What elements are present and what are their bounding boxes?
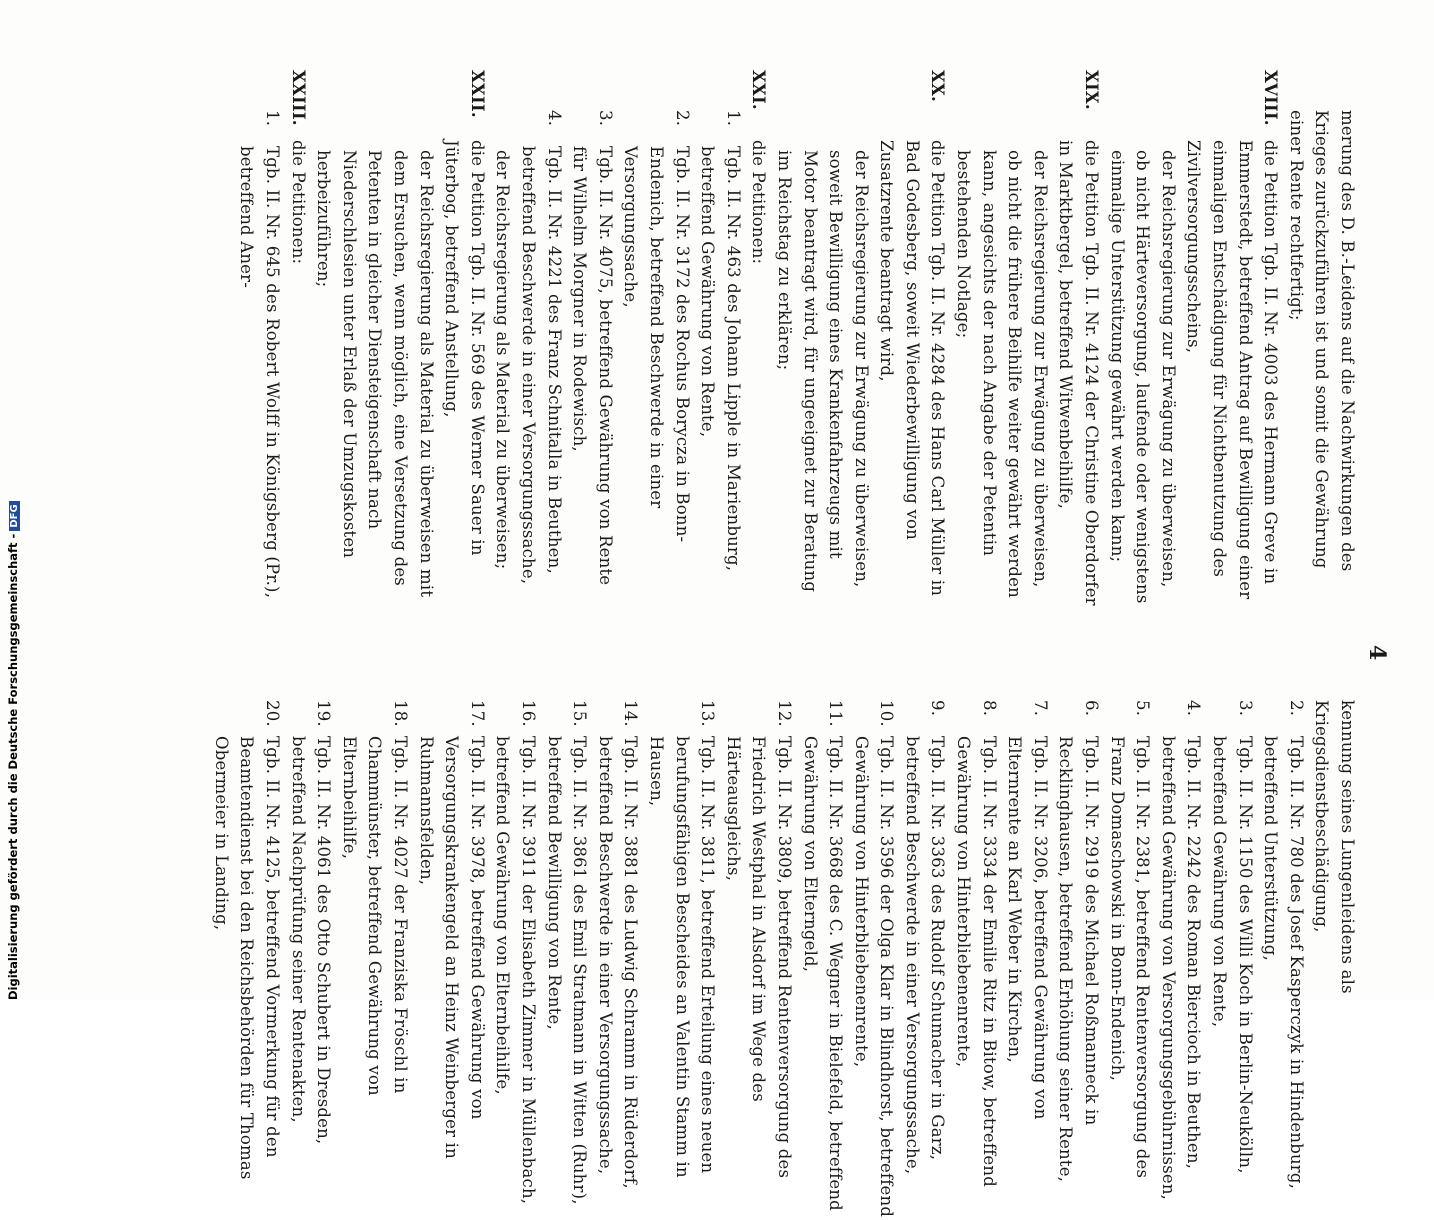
roman-section: [746, 70, 772, 610]
item-text: Tgb. II. Nr. 463 des Johann Lipple in Marienburg, betreffend Gewährung von Rente,: [698, 146, 743, 572]
item-number: 18.: [391, 700, 411, 727]
numbered-item: [592, 660, 643, 1220]
item-text: Tgb. II. Nr. 4075, betreffend Gewährung von Rente für Wilhelm Morgner in Rodewisch,: [570, 146, 615, 586]
paragraph: der Reichsregierung zur Erwägung zu überweisen, ob nicht die frühere Beihilfe weiter gewährt werden kann, angesichts der nach Angabe der Petentin bestehenden Notlage;: [954, 150, 1050, 598]
item-number: 2.: [1286, 700, 1306, 717]
numbered-item: [1053, 660, 1104, 1220]
item-number: 6.: [1082, 700, 1102, 717]
roman-section: [1181, 70, 1283, 610]
numbered-item: [413, 660, 490, 1220]
item-number: 14.: [621, 700, 641, 727]
item-text: Tgb. II. Nr. 3881 des Ludwig Schramm in Rüderdorf, betreffend Beschwerde in einer Versorgungssache,: [595, 736, 641, 1189]
item-number: 16.: [519, 700, 538, 727]
item-text: die Petitionen:: [749, 140, 769, 265]
footer-text: Digitalisierung gefördert durch die Deutsche Forschungsgemeinschaft -: [6, 533, 20, 1000]
item-text: Tgb. II. Nr. 3206, betreffend Gewährung von Elternrente an Karl Weber in Kirchen,: [1005, 736, 1050, 1120]
numbered-item: [1002, 660, 1053, 1220]
item-number: 15.: [570, 700, 590, 727]
numbered-item: [1206, 660, 1257, 1220]
numbered-item: [797, 660, 848, 1220]
numbered-item: [567, 70, 618, 610]
item-text: die Petition Tgb. II. Nr. 569 des Werner Sauer in Jüterbog, betreffend Anstellung,: [442, 140, 487, 556]
item-number: 10.: [877, 700, 897, 727]
item-number: 1.: [263, 110, 283, 127]
item-number: XIX.: [1082, 70, 1102, 110]
numbered-item: [899, 660, 950, 1220]
rotated-page-content: [190, 70, 1390, 1218]
paragraph: der Reichsregierung als Material zu überweisen;: [493, 150, 513, 570]
item-number: 7.: [1030, 700, 1050, 717]
roman-section: [439, 70, 490, 610]
numbered-item: [285, 660, 336, 1220]
item-number: 5.: [1133, 700, 1153, 717]
item-text: Tgb. II. Nr. 3811, betreffend Erteilung eines neuen berufungsfähigen Bescheides an Valentin Stamm in Hausen,: [646, 736, 718, 1178]
paragraph: merung des D. B.-Leidens auf die Nachwirkungen des Krieges zurückzuführen ist und somit die Gewährung einer Rente rechtfertigt;: [1286, 110, 1357, 572]
paragraph: der Reichsregierung zur Erwägung zu überweisen, soweit Bewilligung eines Krankenfahrzeugs mit Motor beantragt wird, für ungeeignet zur Beratung im Reichstag zu erklären;: [774, 150, 871, 593]
item-text: Tgb. II. Nr. 3334 der Emilie Ritz in Bitow, betreffend Gewährung von Hinterbliebenenrente,: [954, 736, 999, 1187]
item-number: XX.: [928, 70, 948, 102]
dfg-logo: DFG: [9, 501, 20, 530]
numbered-item: [1155, 660, 1206, 1220]
item-text: Tgb. II. Nr. 2242 des Roman Biercioch in Beuthen, betreffend Gewährung von Versorgungsgebührnissen,: [1158, 736, 1204, 1201]
item-text: Tgb. II. Nr. 4027 der Franziska Fröschl in Chammünster, betreffend Gewährung von Elternbeihilfe,: [339, 736, 411, 1096]
numbered-item: [234, 70, 285, 610]
roman-section: [285, 70, 311, 610]
left-column: [234, 70, 1360, 610]
item-text: Tgb. II. Nr. 3172 des Rochus Borycza in Bonn-Endenich, betreffend Beschwerde in einer Versorgungssache,: [621, 146, 692, 543]
item-text: Tgb. II. Nr. 4221 des Franz Schnitalla in Beuthen, betreffend Beschwerde in einer Versorgungssache,: [519, 146, 564, 585]
item-number: XXI.: [749, 70, 769, 110]
item-number: XXII.: [467, 70, 487, 118]
numbered-item: [541, 660, 592, 1220]
item-text: Tgb. II. Nr. 3668 des C. Wegner in Bielefeld, betreffend Gewährung von Elterngeld,: [800, 736, 846, 1211]
item-number: 1.: [723, 110, 743, 127]
numbered-item: [720, 660, 797, 1220]
footer-credit: [6, 501, 20, 1000]
paragraph: der Reichsregierung als Material zu überweisen mit dem Ersuchen, wenn möglich, eine Versetzung des Petenten in gleicher Diensteigenschaft nach Niederschlesien unter Erlaß der Umzugskosten herbeizuführen;: [314, 150, 436, 598]
page-number: 4: [1364, 645, 1390, 661]
item-text: Tgb. II. Nr. 4125, betreffend Vormerkung für den Beamtendienst bei den Reichsbehörden für Thomas Obermeier in Landing,: [211, 736, 283, 1180]
right-column: [208, 660, 1360, 1220]
item-number: 3.: [595, 110, 615, 127]
item-number: 3.: [1235, 700, 1255, 717]
item-number: 11.: [826, 700, 846, 727]
item-text: die Petitionen:: [288, 140, 308, 265]
numbered-item: [208, 660, 285, 1220]
item-number: 20.: [263, 700, 283, 727]
item-number: 9.: [928, 700, 948, 717]
item-text: Tgb. II. Nr. 3596 der Olga Klar in Blindhorst, betreffend Gewährung von Hinterbliebenenrente,: [851, 736, 897, 1218]
item-number: 2.: [672, 110, 692, 127]
item-text: Tgb. II. Nr. 2919 des Michael Roßmanneck in Recklinghausen, betreffend Erhöhung seiner Rente,: [1056, 736, 1102, 1183]
item-number: 4.: [1184, 700, 1204, 717]
numbered-item: [643, 660, 720, 1220]
numbered-item: [848, 660, 899, 1220]
item-number: 13.: [698, 700, 718, 727]
item-text: Tgb. II. Nr. 3978, betreffend Gewährung von Versorgungskrankengeld an Heinz Weinberger in Ruhmannsfelden,: [416, 736, 487, 1159]
item-text: die Petition Tgb. II. Nr. 4003 des Hermann Greve in Emmerstedt, betreffend Antrag auf Bewilligung einer einmaligen Entschädigung für Nichtbenutzung des Zivilversorgungsscheins,: [1184, 140, 1281, 600]
numbered-item: [618, 70, 695, 610]
item-number: XVIII.: [1261, 70, 1281, 126]
item-text: Tgb. II. Nr. 3363 des Rudolf Schumacher in Garz, betreffend Beschwerde in einer Versorgungssache,: [902, 736, 948, 1175]
roman-section: [874, 70, 951, 610]
item-text: Tgb. II. Nr. 3911 der Elisabeth Zimmer in Müllenbach, betreffend Gewährung von Elternbeihilfe,: [493, 736, 538, 1205]
numbered-item: [695, 70, 746, 610]
item-number: 17.: [467, 700, 487, 727]
item-number: 19.: [314, 700, 334, 727]
paragraph: kennung seines Lungenleidens als Kriegsdienstbeschädigung,: [1312, 700, 1357, 994]
item-text: Tgb. II. Nr. 1150 des Willi Koch in Berlin-Neukölln, betreffend Gewährung von Rente,: [1210, 736, 1255, 1174]
numbered-item: [336, 660, 413, 1220]
paragraph: der Reichsregierung zur Erwägung zu überweisen, ob nicht Härteversorgung, laufende oder wenigstens einmalige Unterstützung gewährt werden kann;: [1107, 150, 1178, 604]
numbered-item: [1104, 660, 1155, 1220]
item-number: XXIII.: [288, 70, 308, 126]
item-text: Tgb. II. Nr. 3809, betreffend Rentenversorgung des Friedrich Westphal in Alsdorf im Wege des Härteausgleichs,: [723, 736, 794, 1179]
item-text: die Petition Tgb. II. Nr. 4284 des Hans Carl Müller in Bad Godesberg, soweit Wiederbewilligung von Zusatzrente beantragt wird,: [877, 140, 948, 597]
item-number: 4.: [544, 110, 564, 127]
item-text: Tgb. II. Nr. 4061 des Otto Schubert in Dresden, betreffend Nachprüfung seiner Rentenakten,: [288, 736, 334, 1145]
item-text: Tgb. II. Nr. 780 des Josef Kasperczyk in Hindenburg, betreffend Unterstützung,: [1261, 736, 1306, 1190]
item-number: 8.: [979, 700, 999, 717]
item-text: Tgb. II. Nr. 645 des Robert Wolff in Königsberg (Pr.), betreffend Aner-: [237, 146, 283, 599]
item-text: Tgb. II. Nr. 3861 des Emil Stratmann in Witten (Ruhr), betreffend Bewilligung von Rente,: [544, 736, 590, 1205]
numbered-item: [951, 660, 1002, 1220]
numbered-item: [515, 70, 566, 610]
item-number: 12.: [774, 700, 794, 727]
roman-section: [1053, 70, 1104, 610]
numbered-item: [1258, 660, 1309, 1220]
numbered-item: [490, 660, 541, 1220]
item-text: die Petition Tgb. II. Nr. 4124 der Christine Oberdorfer in Marktbergel, betreffend Witwenbeihilfe,: [1056, 140, 1102, 606]
item-text: Tgb. II. Nr. 2381, betreffend Rentenversorgung des Franz Domaschowski in Bonn-Endenich,: [1107, 736, 1153, 1179]
